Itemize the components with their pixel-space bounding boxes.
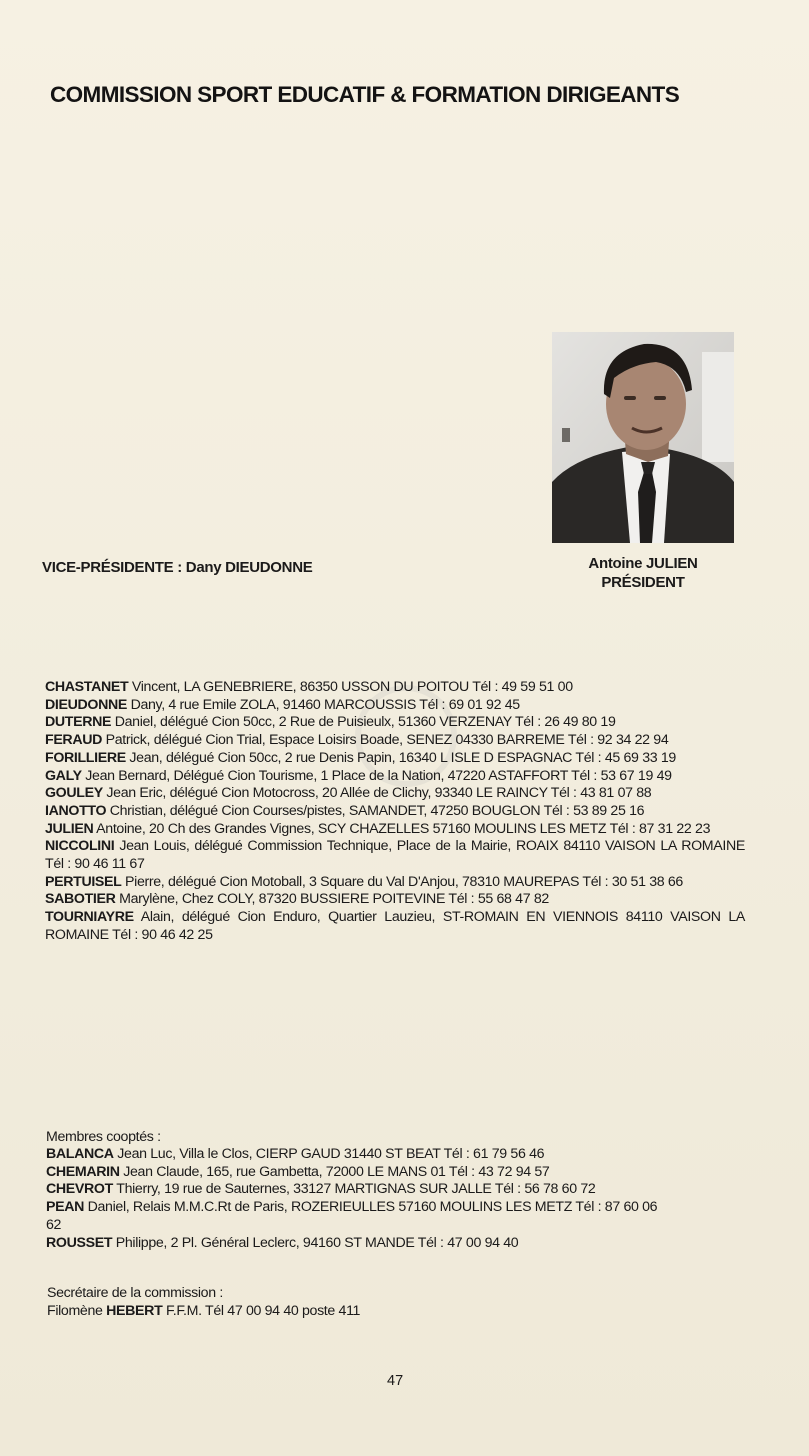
page-title: COMMISSION SPORT EDUCATIF & FORMATION DIRIGEANTS: [50, 82, 680, 107]
list-item: [45, 803, 745, 821]
member-surname: CHEMARIN: [46, 1163, 120, 1180]
president-role: PRÉSIDENT: [601, 574, 685, 591]
list-item: [45, 821, 745, 839]
list-item: [45, 679, 745, 697]
list-item: [45, 909, 745, 944]
member-surname: CHEVROT: [46, 1181, 113, 1198]
member-surname: PEAN: [46, 1199, 85, 1216]
member-details: Alain, délégué Cion Enduro, Quartier Lauzieu, ST-ROMAIN EN VIENNOIS 84110 VAISON LA ROMAINE Tél : 90 46 42 25: [45, 909, 745, 943]
list-item: [46, 1181, 746, 1199]
member-details: Marylène, Chez COLY, 87320 BUSSIERE POITEVINE Tél : 55 68 47 82: [115, 891, 549, 908]
coopted-list: [46, 1146, 746, 1252]
list-item: [46, 1199, 666, 1234]
member-details: Jean Claude, 165, rue Gambetta, 72000 LE MANS 01 Tél : 43 72 94 57: [119, 1163, 550, 1180]
member-surname: BALANCA: [46, 1146, 114, 1162]
member-surname: IANOTTO: [45, 802, 107, 819]
list-item: [45, 750, 745, 768]
member-surname: CHASTANET: [45, 679, 129, 695]
list-item: [45, 891, 745, 909]
secretary-firstname: Filomène: [47, 1303, 107, 1319]
member-surname: PERTUISEL: [45, 873, 122, 890]
president-name: Antoine JULIEN: [588, 555, 698, 572]
member-surname: JULIEN: [45, 820, 94, 837]
list-item: [45, 768, 745, 786]
member-surname: TOURNIAYRE: [45, 909, 134, 926]
list-item: [45, 785, 745, 803]
list-item: [45, 874, 745, 892]
secretary-surname: HEBERT: [106, 1303, 163, 1319]
portrait-image: [552, 332, 734, 543]
member-details: Jean Luc, Villa le Clos, CIERP GAUD 31440 ST BEAT Tél : 61 79 56 46: [113, 1146, 545, 1162]
list-item: [45, 838, 745, 873]
member-details: Jean, délégué Cion 50cc, 2 rue Denis Papin, 16340 L ISLE D ESPAGNAC Tél : 45 69 33 19: [125, 749, 676, 766]
member-details: Patrick, délégué Cion Trial, Espace Loisirs Boade, SENEZ 04330 BARREME Tél : 92 34 22 94: [102, 732, 669, 749]
member-surname: GOULEY: [45, 785, 103, 802]
member-surname: SABOTIER: [45, 891, 116, 908]
secretary-line: [47, 1303, 360, 1319]
members-list: [45, 679, 745, 945]
member-surname: DUTERNE: [45, 714, 112, 731]
list-item: [45, 732, 745, 750]
president-photo: [552, 332, 734, 543]
secretary-heading: Secrétaire de la commission :: [47, 1285, 223, 1301]
list-item: [46, 1235, 746, 1253]
member-details: Christian, délégué Cion Courses/pistes, SAMANDET, 47250 BOUGLON Tél : 53 89 25 16: [106, 802, 645, 819]
vice-president-label: VICE-PRÉSIDENTE : Dany DIEUDONNE: [42, 559, 313, 576]
member-details: Antoine, 20 Ch des Grandes Vignes, SCY CHAZELLES 57160 MOULINS LES METZ Tél : 87 31 22 23: [93, 820, 711, 837]
member-surname: DIEUDONNE: [45, 696, 127, 713]
member-surname: NICCOLINI: [45, 838, 115, 855]
member-details: Jean Bernard, Délégué Cion Tourisme, 1 Place de la Nation, 47220 ASTAFFORT Tél : 53 67 19 49: [81, 767, 672, 784]
list-item: [46, 1146, 746, 1164]
secretary-details: F.F.M. Tél 47 00 94 40 poste 411: [162, 1303, 361, 1319]
list-item: [45, 714, 745, 732]
coopted-heading: Membres cooptés :: [46, 1129, 161, 1145]
member-surname: ROUSSET: [46, 1234, 113, 1251]
page-number: 47: [387, 1373, 404, 1389]
list-item: [46, 1164, 746, 1182]
list-item: [45, 697, 745, 715]
member-details: Philippe, 2 Pl. Général Leclerc, 94160 ST MANDE Tél : 47 00 94 40: [112, 1234, 519, 1251]
member-details: Daniel, Relais M.M.C.Rt de Paris, ROZERIEULLES 57160 MOULINS LES METZ Tél : 87 60 06 62: [46, 1199, 658, 1233]
member-surname: FERAUD: [45, 732, 103, 749]
member-details: Pierre, délégué Cion Motoball, 3 Square du Val D'Anjou, 78310 MAUREPAS Tél : 30 51 38 66: [121, 873, 683, 890]
member-details: Jean Louis, délégué Commission Technique, Place de la Mairie, ROAIX 84110 VAISON LA ROMAINE Tél : 90 46 11 67: [45, 838, 745, 873]
member-details: Vincent, LA GENEBRIERE, 86350 USSON DU POITOU Tél : 49 59 51 00: [128, 679, 573, 695]
member-surname: GALY: [45, 767, 82, 784]
member-details: Jean Eric, délégué Cion Motocross, 20 Allée de Clichy, 93340 LE RAINCY Tél : 43 81 07 88: [102, 785, 652, 802]
member-surname: FORILLIERE: [45, 749, 126, 766]
member-details: Daniel, délégué Cion 50cc, 2 Rue de Puisieulx, 51360 VERZENAY Tél : 26 49 80 19: [111, 714, 616, 731]
member-details: Dany, 4 rue Emile ZOLA, 91460 MARCOUSSIS Tél : 69 01 92 45: [126, 696, 520, 713]
member-details: Thierry, 19 rue de Sauternes, 33127 MARTIGNAS SUR JALLE Tél : 56 78 60 72: [112, 1181, 596, 1198]
